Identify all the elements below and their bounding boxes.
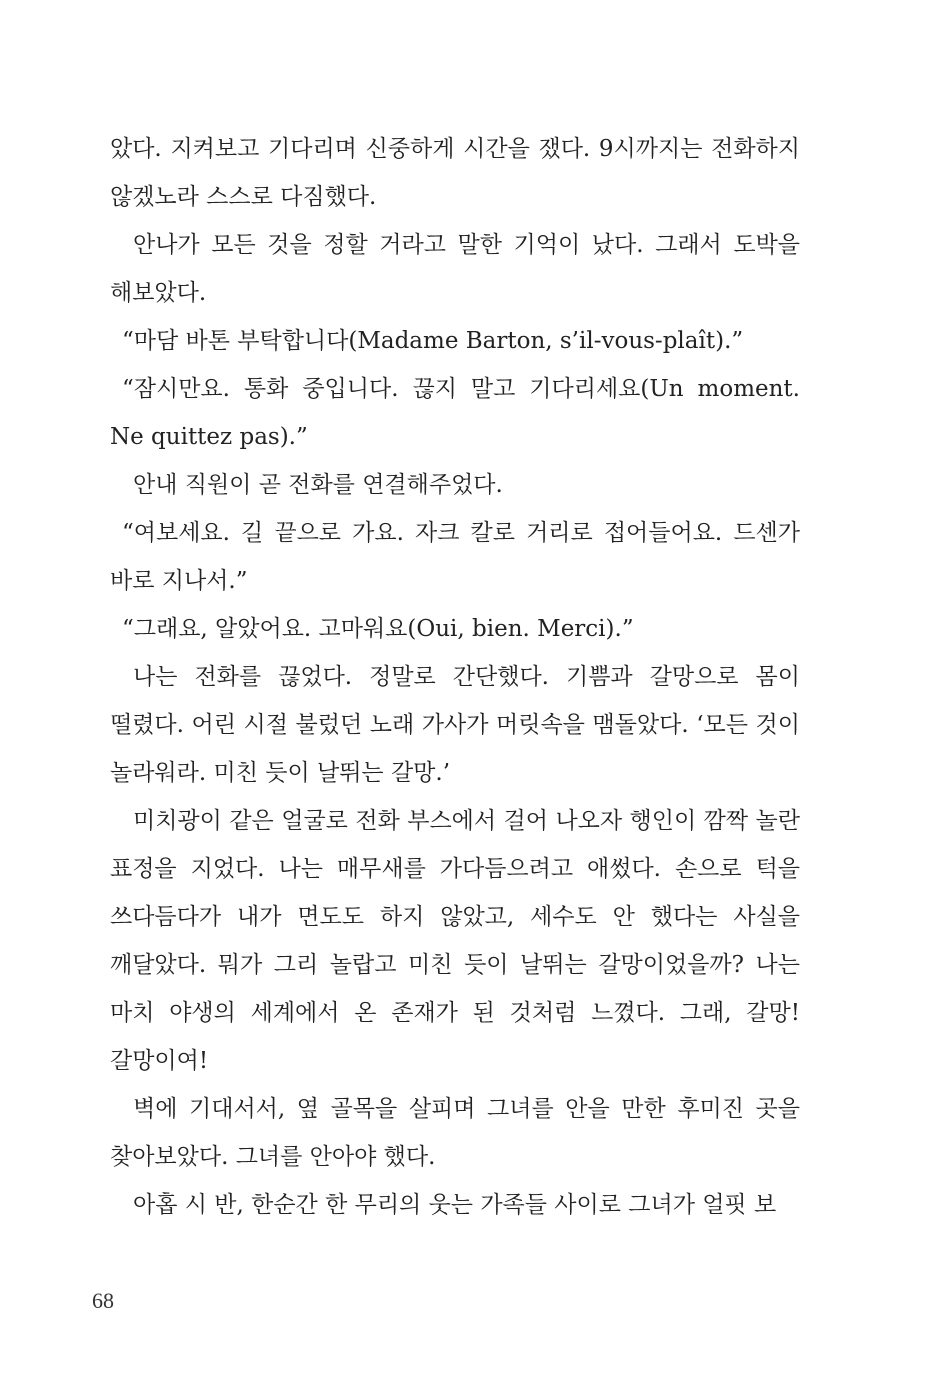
dialogue-line: “잠시만요. 통화 중입니다. 끊지 말고 기다리세요(Un moment. Ne quittez pas).” xyxy=(110,376,800,450)
dialogue-line: “그래요, 알았어요. 고마워요(Oui, bien. Merci).” xyxy=(122,616,634,642)
page-number: 68 xyxy=(92,1288,114,1313)
paragraph: 안나가 모든 것을 정할 거라고 말한 기억이 났다. 그래서 도박을 해보았다. xyxy=(110,232,800,306)
dialogue-line: “여보세요. 길 끝으로 가요. 자크 칼로 거리로 접어들어요. 드센가 바로 지나서.” xyxy=(110,520,800,594)
paragraph: 나는 전화를 끊었다. 정말로 간단했다. 기쁨과 갈망으로 몸이 떨렸다. 어린 시절 불렀던 노래 가사가 머릿속을 맴돌았다. ‘모든 것이 놀라워라. 미친 듯이 날뛰는 갈망.’ xyxy=(110,664,800,786)
body-text xyxy=(110,125,800,1229)
dialogue-line: “마담 바톤 부탁합니다(Madame Barton, s’il-vous-plaît).” xyxy=(122,328,744,354)
paragraph: 았다. 지켜보고 기다리며 신중하게 시간을 쟀다. 9시까지는 전화하지 않겠노라 스스로 다짐했다. xyxy=(110,136,800,210)
paragraph: 미치광이 같은 얼굴로 전화 부스에서 걸어 나오자 행인이 깜짝 놀란 표정을 지었다. 나는 매무새를 가다듬으려고 애썼다. 손으로 턱을 쓰다듬다가 내가 면도도 하지 않았고, 세수도 안 했다는 사실을 깨달았다. 뭐가 그리 놀랍고 미친 듯이 날뛰는 갈망이었을까? 나는 마치 야생의 세계에서 온 존재가 된 것처럼 느꼈다. 그래, 갈망! 갈망이여! xyxy=(110,808,800,1074)
paragraph: 벽에 기대서서, 옆 골목을 살피며 그녀를 안을 만한 후미진 곳을 찾아보았다. 그녀를 안아야 했다. xyxy=(110,1096,800,1170)
paragraph: 아홉 시 반, 한순간 한 무리의 웃는 가족들 사이로 그녀가 얼핏 보 xyxy=(133,1192,777,1218)
paragraph: 안내 직원이 곧 전화를 연결해주었다. xyxy=(133,472,503,498)
